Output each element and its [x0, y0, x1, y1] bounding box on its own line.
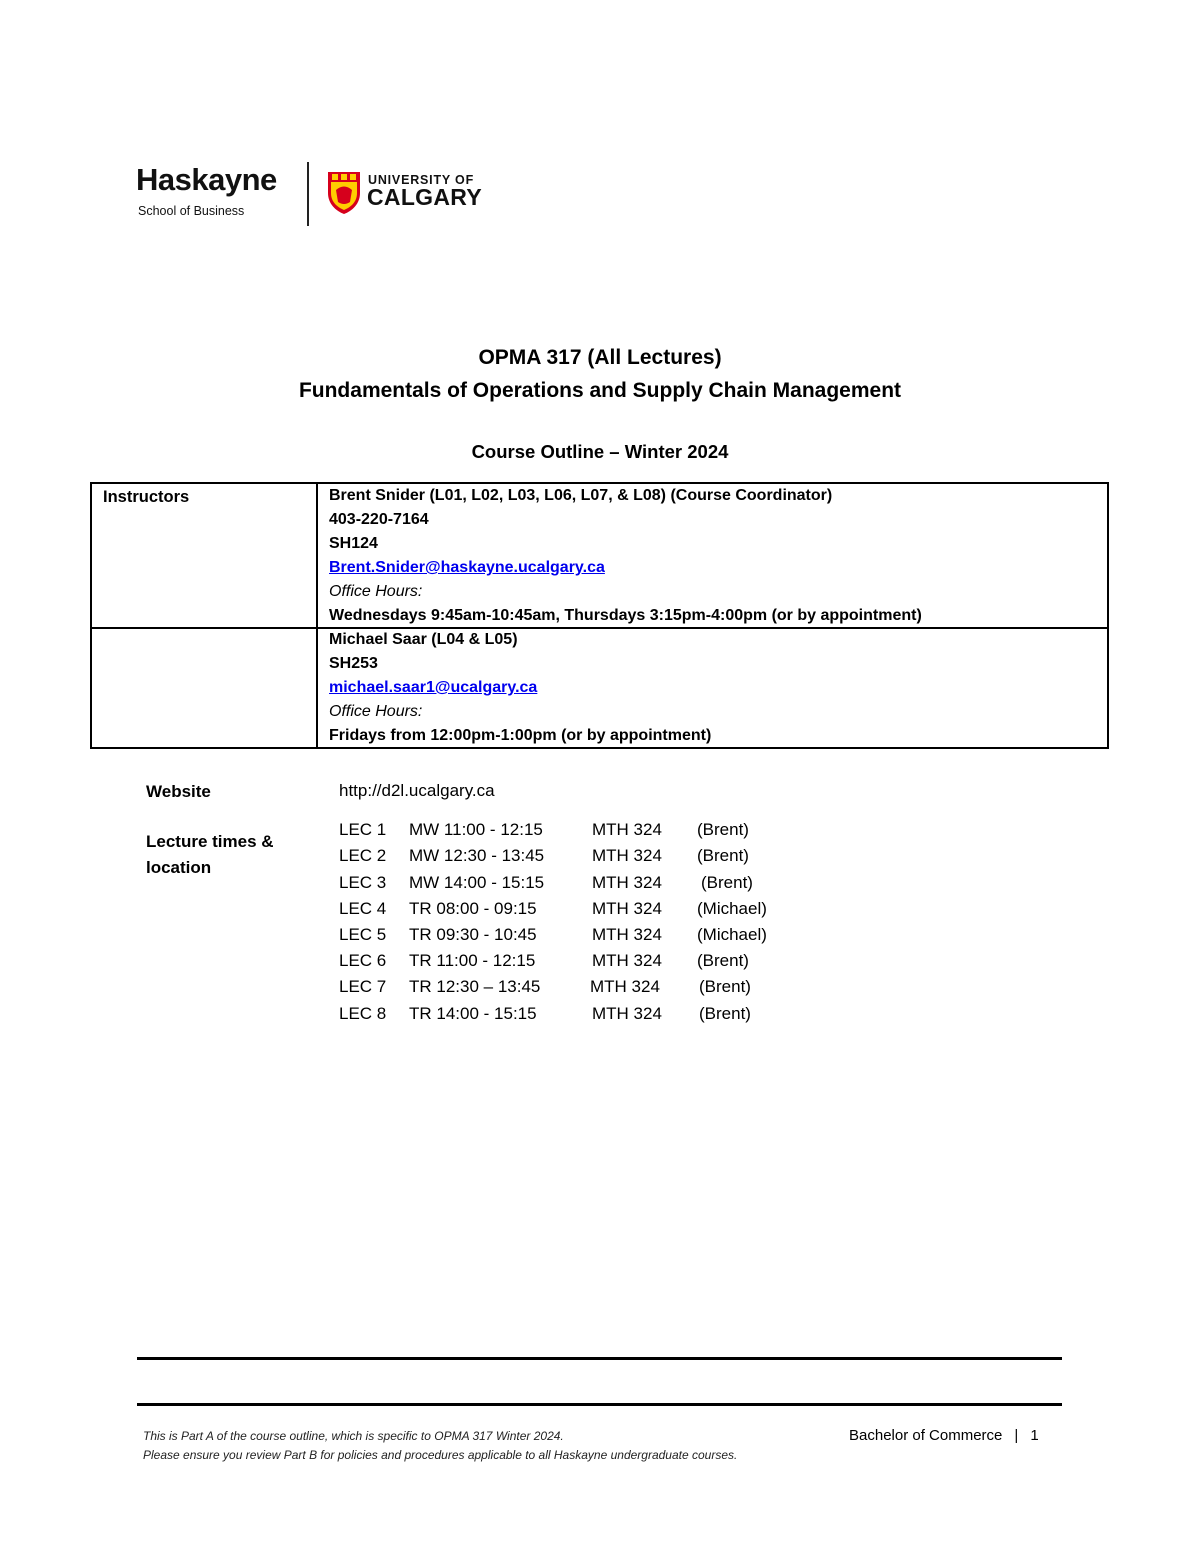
footer-note-line2: Please ensure you review Part B for policies and procedures applicable to all Haskayne undergraduate courses.	[143, 1448, 738, 1462]
course-code-title: OPMA 317 (All Lectures)	[478, 346, 722, 369]
lecture-2-time: MW 12:30 - 13:45	[409, 846, 545, 865]
instructor-2-hours-label: Office Hours:	[329, 703, 423, 720]
lecture-7-time: TR 12:30 – 13:45	[409, 977, 541, 996]
lecture-times-label-line2: location	[146, 858, 212, 877]
ucalgary-logo-bottom: CALGARY	[367, 184, 482, 210]
instructor-1-hours-label: Office Hours:	[329, 583, 423, 600]
lecture-8-time: TR 14:00 - 15:15	[409, 1004, 537, 1023]
instructor-1-email-link[interactable]: Brent.Snider@haskayne.ucalgary.ca	[329, 559, 605, 576]
lecture-5-code: LEC 5	[339, 925, 387, 944]
lecture-3-room: MTH 324	[592, 873, 662, 892]
website-label: Website	[146, 782, 211, 801]
lecture-7-room: MTH 324	[590, 977, 660, 996]
lecture-2-code: LEC 2	[339, 846, 387, 865]
course-name-title: Fundamentals of Operations and Supply Chain Management	[298, 379, 902, 402]
lecture-4-room: MTH 324	[592, 899, 662, 918]
lecture-5-room: MTH 324	[592, 925, 662, 944]
instructor-1-hours: Wednesdays 9:45am-10:45am, Thursdays 3:15pm-4:00pm (or by appointment)	[329, 607, 922, 624]
lecture-1-time: MW 11:00 - 12:15	[409, 820, 543, 839]
lecture-3-code: LEC 3	[339, 873, 387, 892]
lecture-3-time: MW 14:00 - 15:15	[409, 873, 545, 892]
lecture-4-instructor: (Michael)	[697, 899, 767, 918]
logo-divider	[307, 162, 309, 226]
lecture-1-instructor: (Brent)	[697, 820, 749, 839]
lecture-1-room: MTH 324	[592, 820, 662, 839]
lecture-7-code: LEC 7	[339, 977, 387, 996]
page-number: 1	[1030, 1427, 1039, 1444]
haskayne-logo-subtitle: School of Business	[138, 204, 245, 218]
footer-rule-bottom	[137, 1403, 1062, 1406]
lecture-3-instructor: (Brent)	[701, 873, 753, 892]
lecture-8-instructor: (Brent)	[699, 1004, 751, 1023]
footer-rule-top	[137, 1357, 1062, 1360]
lecture-7-instructor: (Brent)	[699, 977, 751, 996]
lecture-2-instructor: (Brent)	[697, 846, 749, 865]
table-row-divider	[90, 627, 1109, 629]
footer-separator: |	[1014, 1427, 1019, 1444]
footer-program-page	[849, 1428, 1039, 1443]
lecture-4-time: TR 08:00 - 09:15	[409, 899, 537, 918]
lecture-2-room: MTH 324	[592, 846, 662, 865]
lecture-6-room: MTH 324	[592, 951, 662, 970]
lecture-8-room: MTH 324	[592, 1004, 662, 1023]
course-outline-title: Course Outline – Winter 2024	[471, 441, 729, 462]
instructor-1-office: SH124	[329, 535, 378, 552]
haskayne-logo-wordmark: Haskayne	[136, 162, 277, 197]
instructor-2-office: SH253	[329, 655, 378, 672]
lecture-times-label-line1: Lecture times &	[146, 832, 274, 851]
instructor-1-name: Brent Snider (L01, L02, L03, L06, L07, & L08) (Course Coordinator)	[329, 487, 833, 504]
instructors-label: Instructors	[103, 488, 190, 506]
footer-program: Bachelor of Commerce	[849, 1427, 1003, 1444]
instructor-2-hours: Fridays from 12:00pm-1:00pm (or by appointment)	[329, 727, 712, 744]
table-column-divider	[316, 482, 318, 749]
lecture-6-code: LEC 6	[339, 951, 387, 970]
lecture-1-code: LEC 1	[339, 820, 387, 839]
website-value: http://d2l.ucalgary.ca	[339, 781, 495, 800]
lecture-8-code: LEC 8	[339, 1004, 387, 1023]
lecture-5-instructor: (Michael)	[697, 925, 767, 944]
ucalgary-logo-top: UNIVERSITY OF	[368, 173, 475, 187]
instructor-2-name: Michael Saar (L04 & L05)	[329, 631, 518, 648]
lecture-6-instructor: (Brent)	[697, 951, 749, 970]
lecture-6-time: TR 11:00 - 12:15	[409, 951, 536, 970]
lecture-4-code: LEC 4	[339, 899, 387, 918]
university-crest-icon	[327, 171, 361, 220]
lecture-5-time: TR 09:30 - 10:45	[409, 925, 537, 944]
footer-note-line1: This is Part A of the course outline, which is specific to OPMA 317 Winter 2024.	[143, 1429, 564, 1443]
instructor-2-email-link[interactable]: michael.saar1@ucalgary.ca	[329, 679, 538, 696]
instructor-1-phone: 403-220-7164	[329, 511, 429, 528]
